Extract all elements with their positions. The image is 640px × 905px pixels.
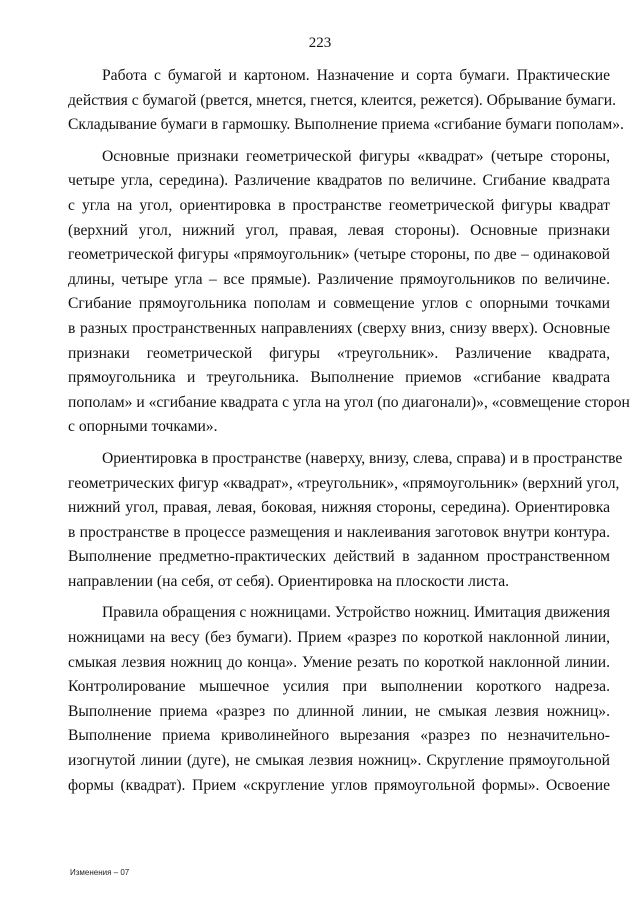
text-line: Выполнение предметно-практических действий в заданном пространственном <box>68 548 610 566</box>
text-line: ножницами на весу (без бумаги). Прием «разрез по короткой наклонной линии, <box>68 629 610 647</box>
text-line: Контролирование мышечное усилия при выполнении короткого надреза. <box>68 678 610 696</box>
text-line: длины, четыре угла – все прямые). Различение прямоугольников по величине. <box>68 270 610 288</box>
paragraph-geometric-shapes <box>68 145 630 440</box>
text-line: Работа с бумагой и картоном. Назначение и сорта бумаги. Практические <box>102 67 610 84</box>
text-line: с угла на угол, ориентировка в пространстве геометрической фигуры квадрат <box>68 196 610 214</box>
document-body <box>68 64 630 805</box>
text-line: изогнутой линии (дуге), не смыкая лезвия ножниц». Скругление прямоугольной <box>68 752 610 770</box>
text-line: в пространстве в процессе размещения и наклеивания заготовок внутри контура. <box>68 523 610 541</box>
text-line: признаки геометрической фигуры «треугольник». Различение квадрата, <box>68 344 610 362</box>
text-line: Выполнение приема «разрез по длинной линии, не смыкая лезвия ножниц». <box>68 702 610 720</box>
text-line: Ориентировка в пространстве (наверху, внизу, слева, справа) и в пространстве <box>102 449 623 467</box>
text-line: нижний угол, правая, левая, боковая, нижняя стороны, середина). Ориентировка <box>68 499 610 517</box>
text-line: Правила обращения с ножницами. Устройство ножниц. Имитация движения <box>102 604 610 622</box>
text-line: геометрических фигур «квадрат», «треугольник», «прямоугольник» (верхний угол, <box>68 474 620 492</box>
text-line: Выполнение приема криволинейного вырезания «разрез по незначительно- <box>68 727 610 745</box>
text-line: направлении (на себя, от себя). Ориентировка на плоскости листа. <box>68 572 510 590</box>
paragraph-paper-work <box>68 64 624 138</box>
paragraph-spatial-orientation <box>68 447 623 595</box>
text-line: геометрической фигуры «прямоугольник» (четыре стороны, по две – одинаковой <box>68 246 610 264</box>
text-line: с опорными точками». <box>68 418 218 436</box>
text-line: формы (квадрат). Прием «скругление углов прямоугольной формы». Освоение <box>68 776 610 794</box>
text-line: (верхний угол, нижний угол, правая, левая стороны). Основные признаки <box>68 221 610 239</box>
paragraph-scissors <box>68 601 610 798</box>
text-line: смыкая лезвия ножниц до конца». Умение резать по короткой наклонной линии. <box>68 653 610 671</box>
revision-footer: Изменения – 07 <box>70 868 130 877</box>
text-line: Сгибание прямоугольника пополам и совмещение углов с опорными точками <box>68 295 610 313</box>
page-number: 223 <box>308 35 332 51</box>
text-line: Складывание бумаги в гармошку. Выполнение приема «сгибание бумаги пополам». <box>68 116 624 134</box>
text-line: пополам» и «сгибание квадрата с угла на угол (по диагонали)», «совмещение сторон <box>68 393 630 411</box>
text-line: прямоугольника и треугольника. Выполнение приемов «сгибание квадрата <box>68 369 610 387</box>
text-line: действия с бумагой (рвется, мнется, гнется, клеится, режется). Обрывание бумаги. <box>68 91 616 109</box>
text-line: четыре угла, середина). Различение квадратов по величине. Сгибание квадрата <box>68 172 610 190</box>
text-line: в разных пространственных направлениях (сверху вниз, снизу вверх). Основные <box>68 319 610 337</box>
text-line: Основные признаки геометрической фигуры «квадрат» (четыре стороны, <box>102 147 610 165</box>
